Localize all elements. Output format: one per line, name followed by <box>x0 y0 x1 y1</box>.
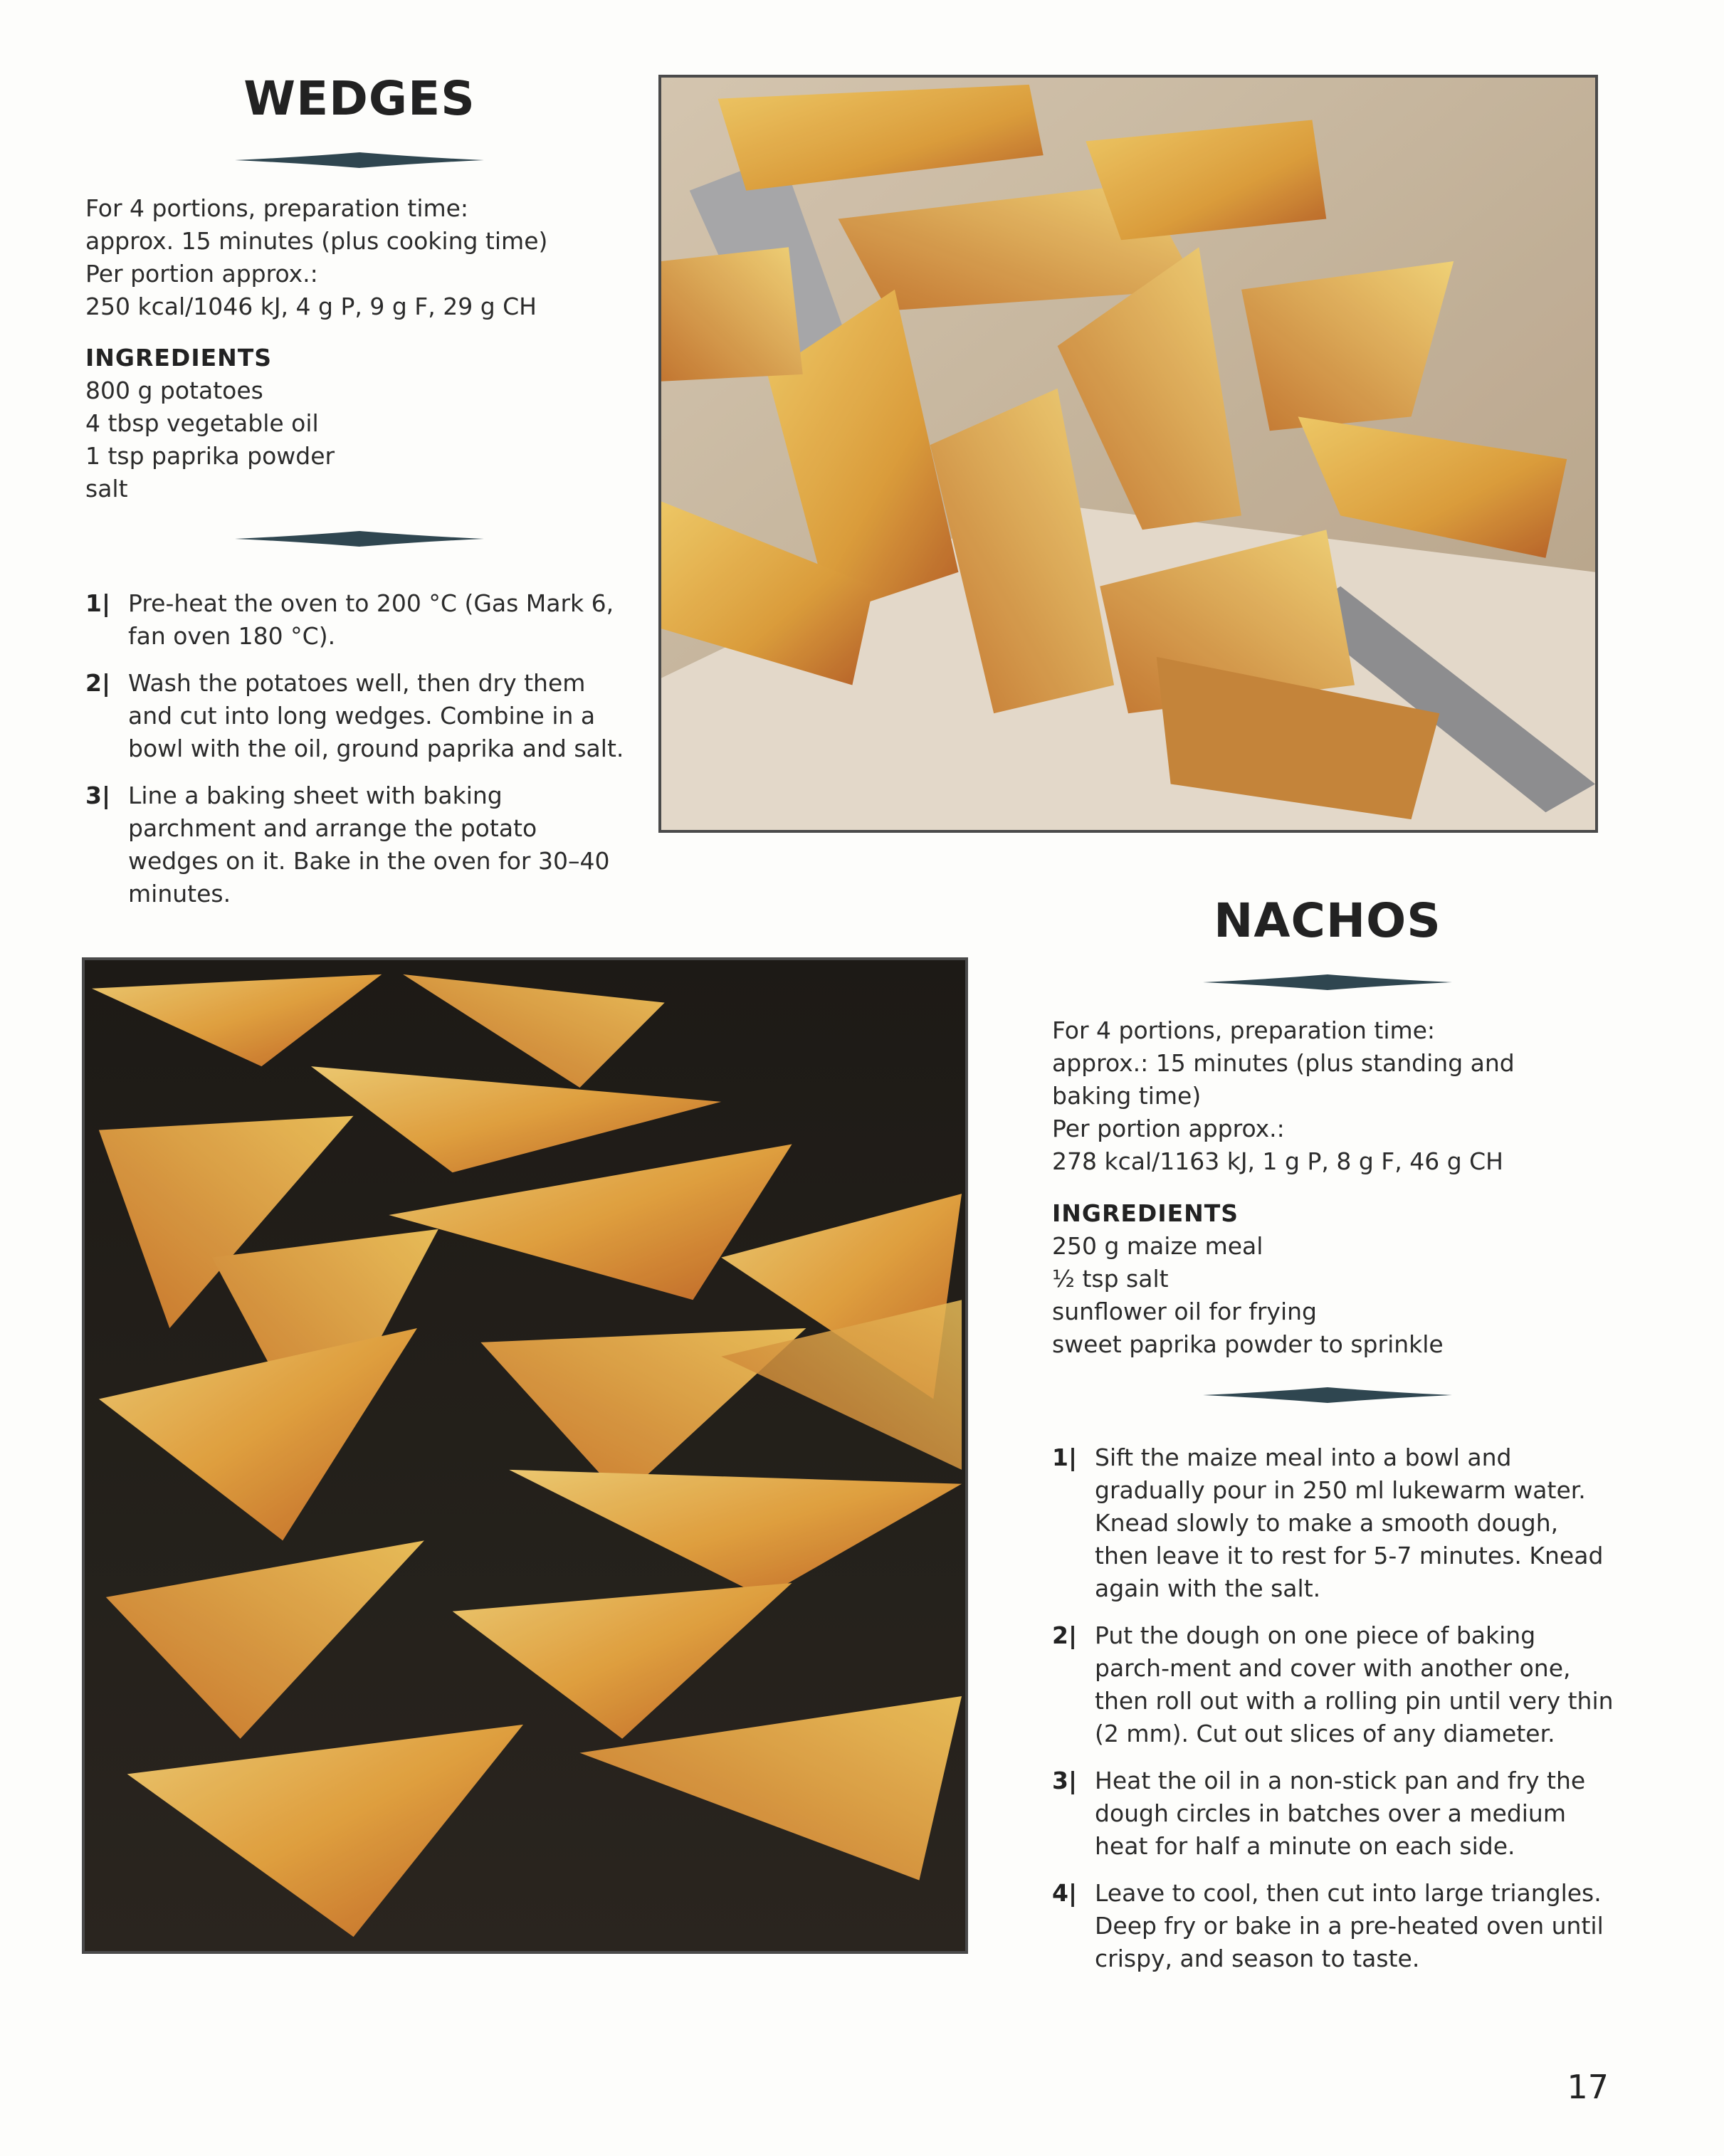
step-item <box>1052 1619 1614 1750</box>
ingredient: ½ tsp salt <box>1052 1265 1169 1293</box>
ingredient: 800 g potatoes <box>85 377 263 404</box>
info-line: For 4 portions, preparation time: <box>85 194 469 222</box>
step-text: Heat the oil in a non-stick pan and fry the dough circles in batches over a medium heat for half a minute on each side. <box>1095 1767 1586 1860</box>
step-item <box>85 779 634 910</box>
wedges-photo <box>658 75 1598 833</box>
ingredients-heading: INGREDIENTS <box>1052 1199 1239 1227</box>
ornamental-divider <box>1203 1384 1452 1406</box>
step-item <box>1052 1877 1614 1975</box>
step-item <box>85 587 634 653</box>
ingredient: sweet paprika powder to sprinkle <box>1052 1330 1444 1358</box>
page-number: 17 <box>1567 2068 1609 2106</box>
step-text: Put the dough on one piece of baking parch-ment and cover with another one, then roll out with a rolling pin until very thin (2 mm). Cut out slices of any diameter. <box>1095 1621 1614 1747</box>
step-number: 2| <box>1052 1621 1078 1649</box>
info-line: Per portion approx.: <box>1052 1115 1285 1142</box>
step-text: Sift the maize meal into a bowl and gradually pour in 250 ml lukewarm water. Knead slowly to make a smooth dough, then leave it to rest for 5-7 minutes. Knead again with the salt. <box>1095 1444 1604 1602</box>
info-line: 250 kcal/1046 kJ, 4 g P, 9 g F, 29 g CH <box>85 293 537 320</box>
ornamental-divider <box>235 149 484 171</box>
nachos-photo <box>82 957 968 1954</box>
step-number: 3| <box>85 782 111 809</box>
step-item <box>1052 1765 1614 1863</box>
step-text: Pre-heat the oven to 200 °C (Gas Mark 6, fan oven 180 °C). <box>128 589 614 650</box>
step-text: Wash the potatoes well, then dry them and cut into long wedges. Combine in a bowl with the oil, ground paprika and salt. <box>128 669 624 762</box>
step-number: 4| <box>1052 1879 1078 1907</box>
step-number: 1| <box>1052 1444 1078 1471</box>
step-text: Leave to cool, then cut into large triangles. Deep fry or bake in a pre-heated oven until crispy, and season to taste. <box>1095 1879 1604 1972</box>
ingredient: salt <box>85 475 128 503</box>
ornamental-divider <box>235 528 484 549</box>
ingredients-heading: INGREDIENTS <box>85 344 273 372</box>
info-line: approx. 15 minutes (plus cooking time) <box>85 227 548 255</box>
info-line: 278 kcal/1163 kJ, 1 g P, 8 g F, 46 g CH <box>1052 1147 1503 1175</box>
wedges-steps <box>85 587 634 925</box>
step-number: 3| <box>1052 1767 1078 1794</box>
info-line: approx.: 15 minutes (plus standing and <box>1052 1049 1515 1077</box>
info-line: baking time) <box>1052 1082 1202 1110</box>
step-text: Line a baking sheet with baking parchment and arrange the potato wedges on it. Bake in the oven for 30–40 minutes. <box>128 782 610 908</box>
ingredient: 1 tsp paprika powder <box>85 442 335 470</box>
nachos-steps <box>1052 1441 1614 1989</box>
step-number: 2| <box>85 669 111 697</box>
info-line: For 4 portions, preparation time: <box>1052 1016 1436 1044</box>
info-line: Per portion approx.: <box>85 260 318 288</box>
ingredient: 4 tbsp vegetable oil <box>85 409 319 437</box>
nachos-title: NACHOS <box>1214 893 1441 948</box>
step-number: 1| <box>85 589 111 617</box>
wedges-ingredients <box>85 342 626 505</box>
step-item <box>85 667 634 765</box>
wedges-info <box>85 192 626 323</box>
wedges-title: WEDGES <box>243 71 475 126</box>
step-item <box>1052 1441 1614 1605</box>
ornamental-divider <box>1203 972 1452 993</box>
ingredient: 250 g maize meal <box>1052 1232 1263 1260</box>
ingredient: sunflower oil for frying <box>1052 1298 1317 1325</box>
nachos-ingredients <box>1052 1197 1607 1361</box>
nachos-info <box>1052 1014 1607 1178</box>
